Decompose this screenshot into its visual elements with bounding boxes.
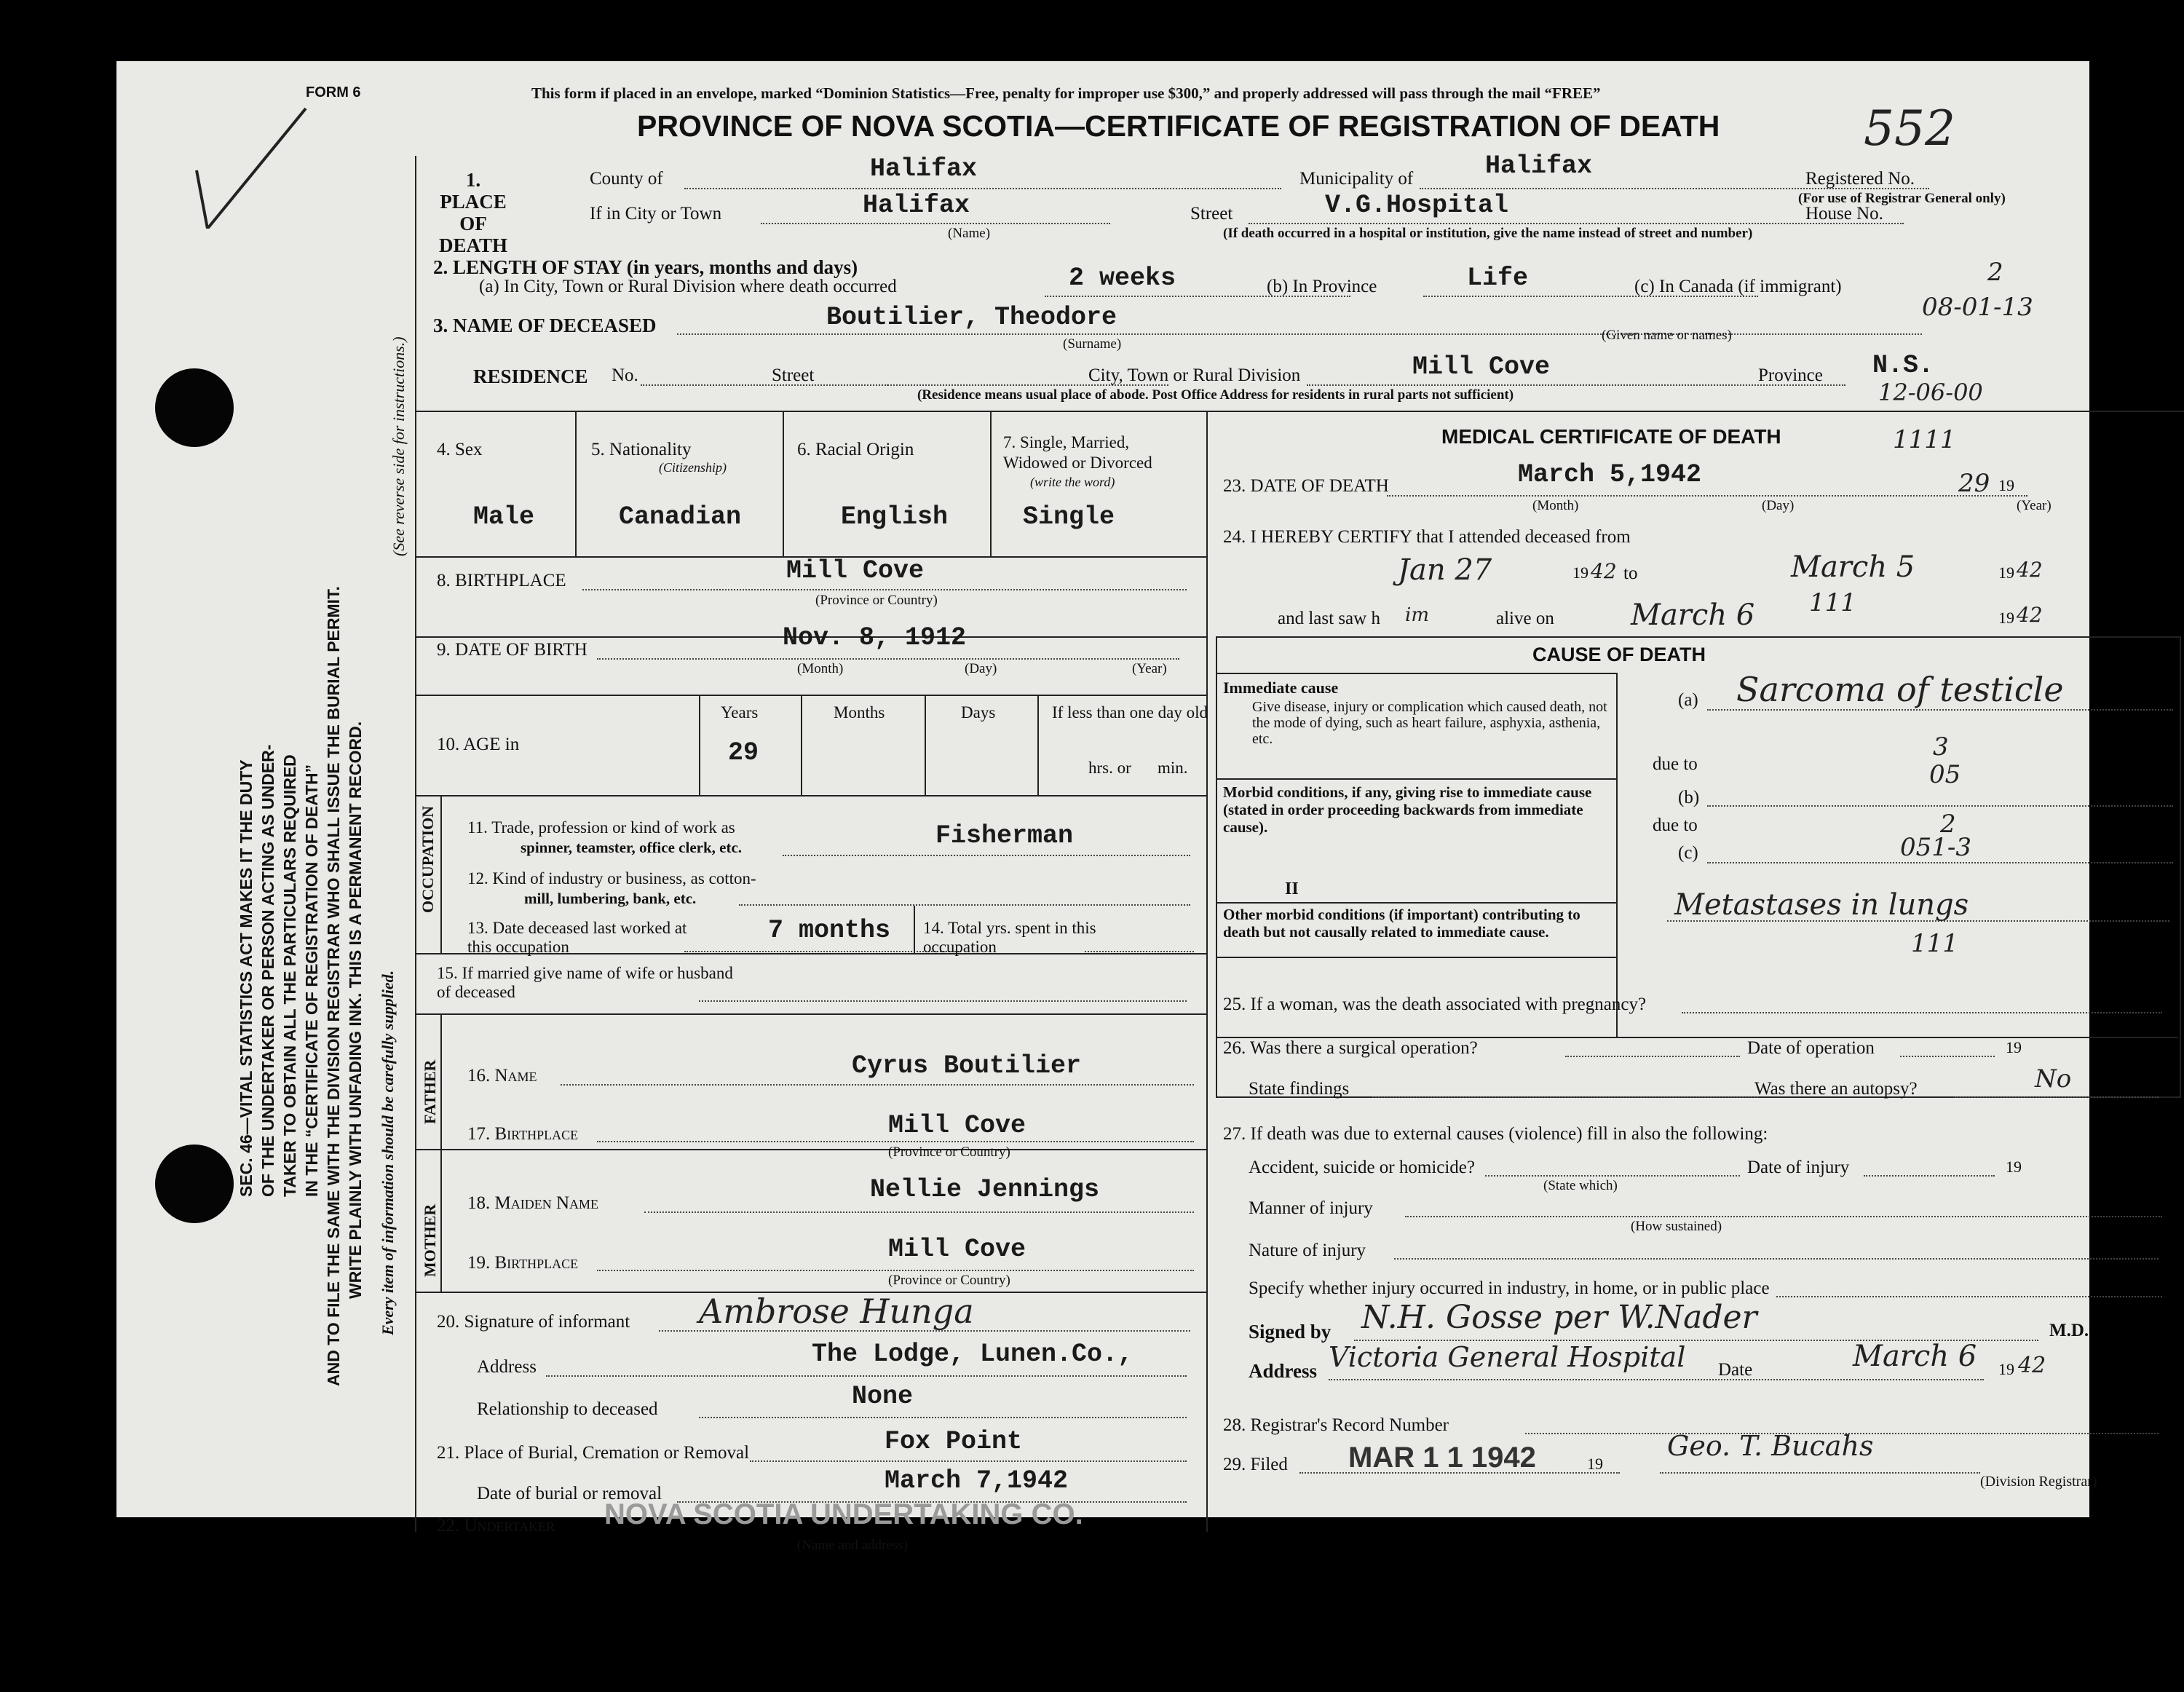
birthplace-label: 8. BIRTHPLACE xyxy=(437,571,566,590)
residence-label: RESIDENCE xyxy=(473,365,588,387)
medical-heading: MEDICAL CERTIFICATE OF DEATH xyxy=(1441,425,1781,448)
marital-value: Single xyxy=(1023,502,1115,531)
cause-heading: CAUSE OF DEATH xyxy=(1532,644,1706,665)
punch-hole xyxy=(155,368,234,447)
stay-b-label: (b) In Province xyxy=(1267,277,1377,296)
residence-province: N.S. xyxy=(1872,351,1934,380)
cause-c-label: (c) xyxy=(1678,843,1698,863)
nationality-label: 5. Nationality xyxy=(591,440,692,459)
nature-label: Nature of injury xyxy=(1249,1241,1366,1260)
trade-examples: spinner, teamster, office clerk, etc. xyxy=(521,839,743,856)
residence-code: 12-06-00 xyxy=(1878,379,1983,406)
informant-signature-label: 20. Signature of informant xyxy=(437,1312,630,1332)
death-day-note: (Day) xyxy=(1762,498,1795,513)
due-to-2: due to xyxy=(1653,815,1698,835)
informant-signature: Ambrose Hunga xyxy=(699,1292,974,1331)
form-title: PROVINCE OF NOVA SCOTIA—CERTIFICATE OF REGISTRATION OF DEATH xyxy=(637,109,1720,143)
hrs-label: hrs. or xyxy=(1088,759,1131,777)
nationality-note: (Citizenship) xyxy=(659,460,727,475)
dob-day-note: (Day) xyxy=(965,661,997,676)
surname-note: (Surname) xyxy=(1063,336,1122,352)
trade-value: Fisherman xyxy=(935,821,1074,850)
date-signed-year: 42 xyxy=(2018,1353,2046,1378)
attended-to: March 5 xyxy=(1791,550,1915,584)
autopsy-value: No xyxy=(2035,1064,2072,1094)
cause-b-label: (b) xyxy=(1678,788,1700,807)
age-years: 29 xyxy=(728,738,759,767)
alive-on-year: 42 xyxy=(2017,603,2043,627)
filed-stamp: MAR 1 1 1942 xyxy=(1348,1442,1536,1474)
last-saw-him: im xyxy=(1405,604,1429,626)
stay-a-value: 2 weeks xyxy=(1069,264,1176,293)
undertaker-note: (Name and address) xyxy=(797,1538,908,1553)
side-instruction-2: OF THE UNDERTAKER OR PERSON ACTING AS UNDER- xyxy=(258,744,277,1197)
death-year-prefix: 19 xyxy=(1998,476,2014,494)
burial-place: Fox Point xyxy=(885,1427,1023,1456)
attended-to-year: 42 xyxy=(2017,558,2043,582)
residence-city-label: City, Town or Rural Division xyxy=(1088,365,1301,385)
place-of-death-label: 1. PLACE OF DEATH xyxy=(438,169,507,256)
deceased-name: Boutilier, Theodore xyxy=(826,303,1117,332)
form-number: FORM 6 xyxy=(306,84,361,100)
spouse-label: 15. If married give name of wife or husband of deceased xyxy=(437,964,733,1001)
county-value: Halifax xyxy=(870,154,978,183)
burial-date: March 7,1942 xyxy=(885,1466,1069,1495)
given-names-note: (Given name or names) xyxy=(1602,328,1732,343)
findings-label: State findings xyxy=(1249,1079,1350,1099)
alive-on-label: alive on xyxy=(1496,609,1554,628)
medical-code-top: 1111 xyxy=(1893,425,1956,454)
side-instruction-1: SEC. 46—VITAL STATISTICS ACT MAKES IT THE DUTY xyxy=(237,759,256,1197)
attended-to-label: to xyxy=(1623,564,1638,583)
other-conditions-label: Other morbid conditions (if important) contributing to death but not causally related to immediate cause. xyxy=(1223,906,1580,941)
name-of-deceased-label: 3. NAME OF DECEASED xyxy=(433,315,657,336)
informant-address: The Lodge, Lunen.Co., xyxy=(812,1340,1133,1369)
mother-birthplace: Mill Cove xyxy=(888,1235,1026,1264)
side-every-item: Every item of information should be carefully supplied. xyxy=(379,970,397,1335)
death-month-note: (Month) xyxy=(1532,498,1579,513)
min-label: min. xyxy=(1158,759,1188,777)
injury-year-prefix: 19 xyxy=(2006,1158,2022,1176)
city-label: If in City or Town xyxy=(590,204,722,224)
last-saw-label: and last saw h xyxy=(1278,609,1380,628)
signed-by: N.H. Gosse per W.Nader xyxy=(1361,1299,1757,1336)
alive-year-prefix: 19 xyxy=(1998,609,2014,627)
residence-province-label: Province xyxy=(1758,365,1823,385)
manner-label: Manner of injury xyxy=(1249,1198,1373,1218)
side-instruction-4: IN THE “CERTIFICATE OF REGISTRATION OF DEATH” xyxy=(302,764,321,1197)
due-to-1: due to xyxy=(1653,754,1698,774)
stay-b-value: Life xyxy=(1467,264,1529,293)
certificate-number: 552 xyxy=(1864,100,1955,157)
operation-year-prefix: 19 xyxy=(2006,1038,2022,1056)
medical-address-label: Address xyxy=(1249,1360,1318,1382)
occupation-side-label: OCCUPATION xyxy=(419,805,437,913)
immediate-cause-note: Give disease, injury or complication which caused death, not the mode of dying, such as heart failure, asphyxia, asthenia, etc. xyxy=(1252,699,1607,747)
dob-month-note: (Month) xyxy=(797,661,844,676)
death-code-day: 29 xyxy=(1958,469,1990,498)
street-value: V.G.Hospital xyxy=(1325,191,1509,220)
external-causes-label: 27. If death was due to external causes (violence) fill in also the following: xyxy=(1223,1124,1768,1144)
mother-birthplace-note: (Province or Country) xyxy=(888,1273,1010,1288)
burial-date-label: Date of burial or removal xyxy=(477,1484,662,1503)
stay-a-label: (a) In City, Town or Rural Division where death occurred xyxy=(479,277,897,296)
injury-date-label: Date of injury xyxy=(1747,1158,1850,1177)
check-mark-icon xyxy=(189,105,313,229)
pregnancy-label: 25. If a woman, was the death associated with pregnancy? xyxy=(1223,995,1647,1014)
age-label: 10. AGE in xyxy=(437,735,520,754)
dob-label: 9. DATE OF BIRTH xyxy=(437,640,587,660)
residence-no-label: No. xyxy=(612,365,638,385)
mother-birthplace-label: 19. Birthplace xyxy=(467,1253,579,1273)
years-label: Years xyxy=(721,703,759,722)
medical-address: Victoria General Hospital xyxy=(1329,1341,1686,1373)
sex-label: 4. Sex xyxy=(437,440,483,459)
how-sustained-note: (How sustained) xyxy=(1631,1219,1722,1234)
father-birthplace-note: (Province or Country) xyxy=(888,1145,1010,1160)
stay-code: 08-01-13 xyxy=(1922,293,2033,322)
father-birthplace-label: 17. Birthplace xyxy=(467,1124,579,1144)
residence-city: Mill Cove xyxy=(1412,352,1551,382)
state-which-note: (State which) xyxy=(1543,1178,1618,1193)
name-note: (Name) xyxy=(948,226,991,241)
registrar-signature: Geo. T. Bucahs xyxy=(1667,1430,1874,1462)
specify-injury-label: Specify whether injury occurred in industry, in home, or in public place xyxy=(1249,1278,1770,1298)
date-signed: March 6 xyxy=(1853,1340,1977,1373)
punch-hole xyxy=(155,1145,234,1223)
attended-from: Jan 27 xyxy=(1398,553,1492,587)
operation-date-label: Date of operation xyxy=(1747,1038,1875,1058)
sex-value: Male xyxy=(473,502,535,531)
industry-examples: mill, lumbering, bank, etc. xyxy=(524,890,697,907)
side-instruction-6: WRITE PLAINLY WITH UNFADING INK. THIS IS A PERMANENT RECORD. xyxy=(346,721,365,1299)
burial-place-label: 21. Place of Burial, Cremation or Removal xyxy=(437,1443,750,1463)
attended-label: 24. I HEREBY CERTIFY that I attended deceased from xyxy=(1223,527,1631,547)
birthplace-value: Mill Cove xyxy=(786,556,925,585)
date-of-death: March 5,1942 xyxy=(1518,460,1702,489)
residence-street-label: Street xyxy=(772,365,815,385)
division-registrar-note: (Division Registrar) xyxy=(1980,1474,2097,1490)
nationality-value: Canadian xyxy=(619,502,742,531)
racial-origin-label: 6. Racial Origin xyxy=(797,440,914,459)
mother-name: Nellie Jennings xyxy=(870,1175,1100,1204)
racial-origin-value: English xyxy=(841,502,949,531)
registered-no-label: Registered No. xyxy=(1805,169,1915,189)
undertaker-stamp: NOVA SCOTIA UNDERTAKING CO. xyxy=(604,1498,1083,1530)
cause-code-0513: 051-3 xyxy=(1900,833,1972,862)
informant-address-label: Address xyxy=(477,1357,537,1377)
industry-label: 12. Kind of industry or business, as cotton- xyxy=(467,869,756,887)
length-of-stay-label: 2. LENGTH OF STAY (in years, months and days) xyxy=(433,256,858,278)
signed-by-label: Signed by xyxy=(1249,1321,1332,1343)
other-conditions-value: Metastases in lungs xyxy=(1674,888,1969,922)
cause-a-label: (a) xyxy=(1678,690,1698,710)
side-see-reverse: (See reverse side for instructions.) xyxy=(389,336,408,556)
date-of-death-label: 23. DATE OF DEATH xyxy=(1223,476,1389,496)
days-label: Days xyxy=(961,703,996,722)
mail-notice: This form if placed in an envelope, marked “Dominion Statistics—Free, penalty for improper use $300,” and properly addressed will pass through the mail “FREE” xyxy=(531,84,1601,102)
last-worked-value: 7 months xyxy=(768,916,891,945)
months-label: Months xyxy=(834,703,885,722)
street-label: Street xyxy=(1190,204,1233,224)
side-instruction-5: AND TO FILE THE SAME WITH THE DIVISION REGISTRAR WHO SHALL ISSUE THE BURIAL PERMIT. xyxy=(324,586,343,1386)
cause-code-3: 3 xyxy=(1933,732,1949,762)
stay-c-label: (c) In Canada (if immigrant) xyxy=(1634,277,1842,296)
hospital-note: (If death occurred in a hospital or institution, give the name instead of street and number) xyxy=(1223,226,1753,241)
side-instruction-3: TAKER TO OBTAIN ALL THE PARTICULARS REQUIRED xyxy=(280,754,299,1197)
city-value: Halifax xyxy=(863,191,970,220)
residence-note: (Residence means usual place of abode. Post Office Address for residents in rural parts not sufficient) xyxy=(917,387,1514,403)
relationship-label: Relationship to deceased xyxy=(477,1399,658,1419)
mother-side-label: MOTHER xyxy=(421,1203,439,1277)
dob-value: Nov. 8, 1912 xyxy=(783,623,967,652)
county-label: County of xyxy=(590,169,663,189)
attended-from-year: 42 xyxy=(1591,559,1617,583)
other-code: 111 xyxy=(1911,929,1958,958)
total-years-label: 14. Total yrs. spent in this occupation xyxy=(923,919,1096,956)
undertaker-label: 22. Undertaker xyxy=(437,1516,555,1535)
last-worked-label: 13. Date deceased last worked at this occupation xyxy=(467,919,687,956)
cause-code-05: 05 xyxy=(1929,760,1961,789)
signed-year-prefix: 19 xyxy=(1998,1360,2014,1378)
attended-year-prefix-1: 19 xyxy=(1572,564,1588,582)
registrar-record-label: 28. Registrar's Record Number xyxy=(1223,1415,1449,1435)
stay-c-code: 2 xyxy=(1987,258,2003,287)
registered-no-note: (For use of Registrar General only) xyxy=(1798,191,2006,206)
death-year-note: (Year) xyxy=(2017,498,2052,513)
autopsy-label: Was there an autopsy? xyxy=(1754,1079,1918,1099)
father-side-label: FATHER xyxy=(421,1059,439,1124)
roman-two: II xyxy=(1285,879,1299,898)
marital-note: (write the word) xyxy=(1030,475,1115,489)
attended-year-prefix-2: 19 xyxy=(1998,564,2014,582)
dob-year-note: (Year) xyxy=(1132,661,1167,676)
filed-year-prefix: 19 xyxy=(1587,1455,1603,1473)
accident-label: Accident, suicide or homicide? xyxy=(1249,1158,1475,1177)
maiden-name-label: 18. Maiden Name xyxy=(467,1193,599,1213)
marital-label: 7. Single, Married, Widowed or Divorced xyxy=(1003,433,1152,472)
certificate-paper xyxy=(116,61,2097,1553)
alive-on-date: March 6 xyxy=(1631,598,1755,632)
morbid-label: Morbid conditions, if any, giving rise to immediate cause (stated in order proceeding backwards from immediate cause). xyxy=(1223,783,1592,836)
date-signed-label: Date xyxy=(1718,1360,1753,1380)
father-name-label: 16. Name xyxy=(467,1066,537,1086)
md-label: M.D. xyxy=(2049,1321,2089,1340)
surgery-label: 26. Was there a surgical operation? xyxy=(1223,1038,1478,1058)
father-name: Cyrus Boutilier xyxy=(852,1051,1082,1080)
relationship-value: None xyxy=(852,1382,914,1411)
alive-code: 111 xyxy=(1809,588,1856,617)
father-birthplace: Mill Cove xyxy=(888,1111,1026,1140)
immediate-cause-label: Immediate cause xyxy=(1223,679,1339,697)
municipality-label: Municipality of xyxy=(1299,169,1414,189)
cause-code-2: 2 xyxy=(1940,810,1956,839)
trade-label: 11. Trade, profession or kind of work as xyxy=(467,818,735,837)
house-no-label: House No. xyxy=(1805,204,1883,224)
municipality-value: Halifax xyxy=(1485,151,1593,181)
cause-a-value: Sarcoma of testicle xyxy=(1736,670,2064,709)
filed-label: 29. Filed xyxy=(1223,1455,1288,1474)
less-than-day-label: If less than one day old xyxy=(1052,703,1208,722)
birthplace-note: (Province or Country) xyxy=(815,593,938,608)
